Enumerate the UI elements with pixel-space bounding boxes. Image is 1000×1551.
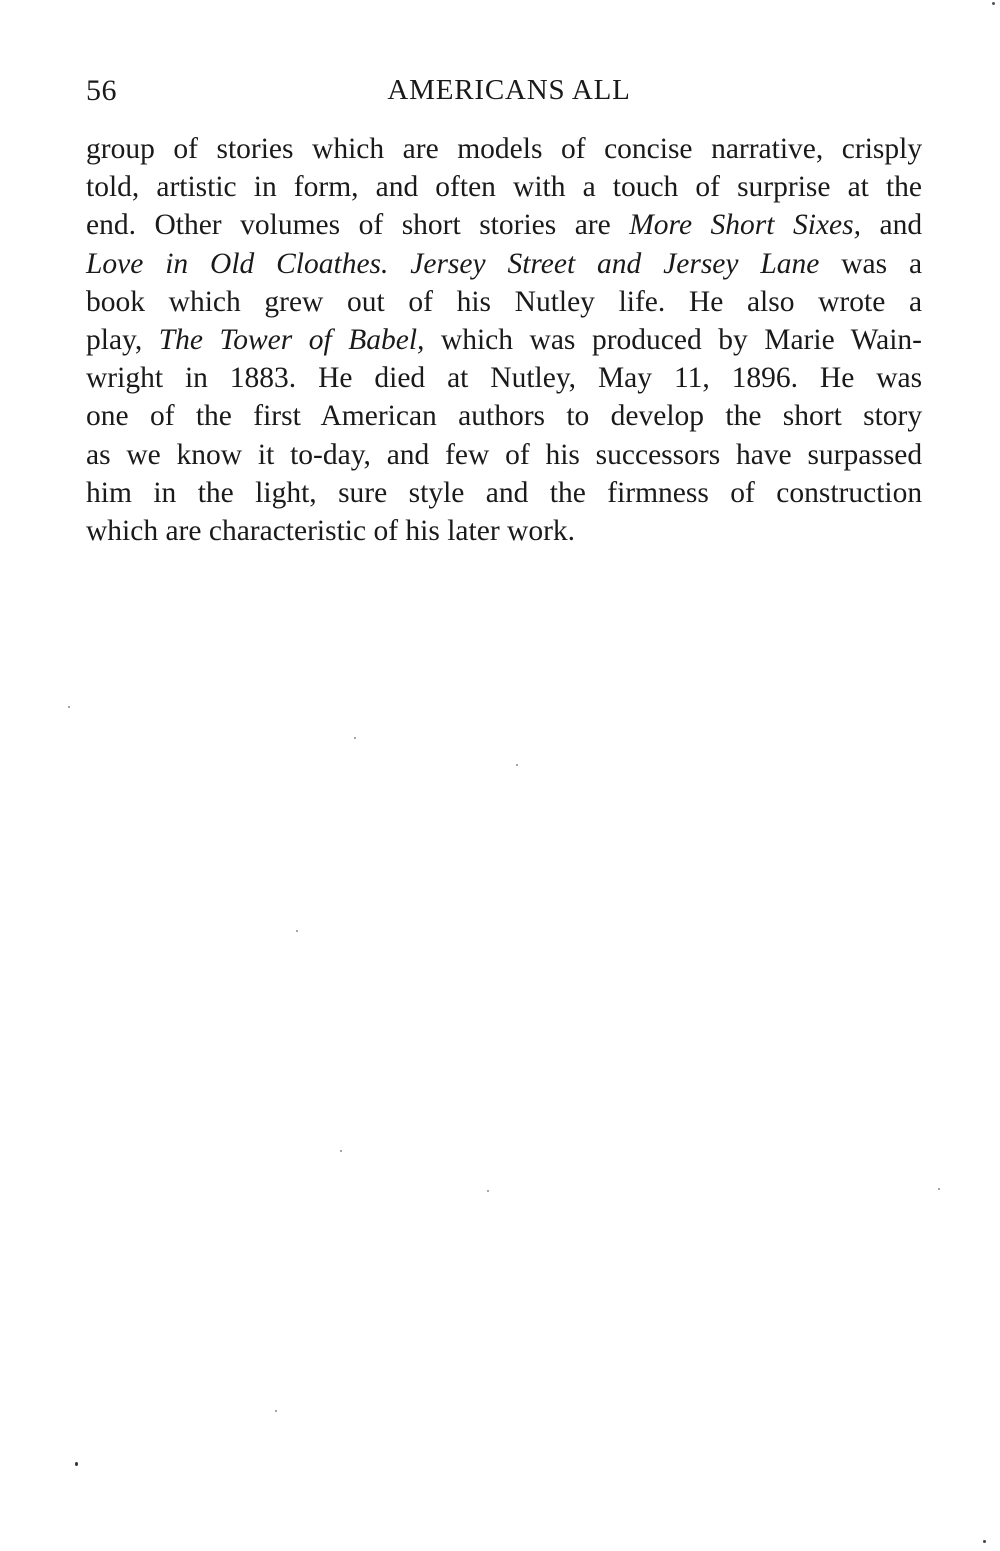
word: a: [908, 247, 923, 280]
body-paragraph: [86, 130, 922, 550]
scan-speck: [983, 1540, 986, 1543]
scan-speck: [992, 2, 995, 5]
word: and: [375, 171, 419, 204]
word: concise: [604, 133, 693, 165]
scan-speck: [487, 1190, 489, 1192]
word: was: [876, 362, 923, 395]
word: Other: [154, 209, 222, 242]
word: wright: [86, 362, 164, 395]
word: which: [168, 285, 241, 318]
word: successors: [595, 438, 721, 471]
word: we: [126, 438, 161, 471]
word: touch: [612, 171, 679, 204]
word: group: [86, 133, 155, 165]
word: one: [86, 400, 129, 433]
italic-title-word: Old: [210, 247, 255, 280]
word: artistic: [156, 171, 237, 204]
word: in: [184, 362, 208, 395]
running-title: AMERICANS ALL: [387, 74, 631, 106]
italic-title-word: of: [308, 324, 332, 357]
word: with: [513, 171, 566, 204]
word: died: [374, 362, 426, 395]
word: told,: [86, 171, 140, 204]
text-line: [86, 130, 922, 168]
word: stories: [216, 133, 294, 165]
text-line: [86, 168, 922, 206]
word: and: [879, 209, 923, 242]
word: short: [401, 209, 461, 242]
word: wrote: [818, 285, 886, 318]
italic-title-word: Sixes,: [792, 209, 861, 242]
word: to-day,: [290, 438, 371, 471]
word: surpassed: [807, 438, 923, 471]
word: of: [358, 209, 384, 242]
scan-speck: [68, 706, 70, 708]
word: often: [435, 171, 496, 204]
word: out: [347, 285, 385, 318]
word: of: [173, 133, 198, 165]
word: are: [574, 209, 611, 242]
word: grew: [264, 285, 324, 318]
italic-title-word: Cloathes.: [276, 247, 389, 280]
italic-title-word: Babel,: [348, 324, 425, 357]
word: play,: [86, 324, 143, 357]
italic-title-word: More: [629, 209, 693, 242]
word: of: [730, 476, 755, 509]
italic-title-word: Jersey: [410, 247, 486, 280]
word: produced: [591, 324, 702, 357]
word: He: [819, 362, 855, 395]
text-line: [86, 245, 922, 283]
word: of: [505, 438, 530, 471]
word: which: [312, 133, 385, 165]
word: know: [176, 438, 243, 471]
word: volumes: [240, 209, 341, 242]
italic-title-word: Love: [86, 247, 144, 280]
word: of: [373, 515, 399, 548]
scan-speck: [516, 764, 518, 766]
word: book: [86, 285, 145, 318]
word: narrative,: [711, 133, 824, 165]
word: form,: [293, 171, 359, 204]
text-line: [86, 206, 922, 244]
word: was: [529, 324, 576, 357]
word: the: [725, 400, 762, 433]
italic-title-word: The: [158, 324, 204, 357]
word: 1883.: [229, 362, 297, 395]
word: it: [257, 438, 275, 471]
text-line: [86, 359, 922, 397]
italic-title-word: Jersey: [663, 247, 739, 280]
italic-title-word: Lane: [760, 247, 820, 280]
word: story: [863, 400, 923, 433]
word: of: [408, 285, 433, 318]
word: which: [86, 515, 159, 548]
word: him: [86, 476, 132, 509]
word: 1896.: [731, 362, 798, 395]
word: end.: [86, 209, 136, 242]
word: have: [735, 438, 792, 471]
running-head: [86, 72, 922, 116]
word: light,: [255, 476, 317, 509]
italic-title-word: in: [165, 247, 189, 280]
word: at: [847, 171, 869, 204]
word: May: [597, 362, 653, 395]
page-number: 56: [86, 74, 117, 107]
word: first: [253, 400, 301, 433]
word: later: [447, 515, 500, 548]
text-line: [86, 321, 922, 359]
word: He: [688, 285, 724, 318]
word: of: [560, 133, 586, 165]
scan-speck: [296, 930, 298, 932]
word: sure: [338, 476, 388, 509]
word: his: [545, 438, 580, 471]
text-line: [86, 397, 922, 435]
word: stories: [479, 209, 557, 242]
word: his: [456, 285, 491, 318]
word: construction: [776, 476, 923, 509]
word: the: [885, 171, 922, 204]
word: the: [195, 400, 232, 433]
scan-speck: [938, 1188, 940, 1190]
scan-speck: [354, 737, 356, 739]
word: his: [405, 515, 440, 548]
italic-title-word: Short: [710, 209, 775, 242]
word: by: [718, 324, 748, 357]
word: a: [908, 285, 923, 318]
word: of: [695, 171, 720, 204]
scan-speck: [75, 1462, 78, 1466]
word: the: [549, 476, 586, 509]
word: develop: [610, 400, 705, 433]
word: He: [318, 362, 353, 395]
text-line: [86, 283, 922, 321]
word: American: [320, 400, 437, 433]
word: work.: [507, 515, 576, 548]
word: to: [566, 400, 590, 433]
word: style: [408, 476, 465, 509]
word: short: [782, 400, 842, 433]
word: and: [485, 476, 529, 509]
word: models: [457, 133, 543, 165]
word: crisply: [841, 133, 923, 165]
word: was: [841, 247, 888, 280]
word: are: [165, 515, 202, 548]
word: Nutley: [514, 285, 595, 318]
word: characteristic: [208, 515, 367, 548]
scan-speck: [340, 1150, 342, 1152]
word: surprise: [737, 171, 831, 204]
word: Wain-: [850, 324, 923, 357]
word: of: [149, 400, 175, 433]
word: also: [746, 285, 795, 318]
word: as: [86, 438, 111, 471]
word: in: [253, 171, 277, 204]
word: which: [440, 324, 514, 357]
italic-title-word: and: [597, 247, 642, 280]
italic-title-word: Street: [507, 247, 576, 280]
italic-title-word: Tower: [219, 324, 293, 357]
word: 11,: [673, 362, 710, 395]
word: authors: [458, 400, 545, 433]
word: firmness: [607, 476, 709, 509]
word: a: [582, 171, 596, 204]
word: few: [445, 438, 490, 471]
word: life.: [618, 285, 666, 318]
word: are: [402, 133, 439, 165]
text-line: [86, 474, 922, 512]
word: Nutley,: [490, 362, 577, 395]
word: Marie: [764, 324, 835, 357]
text-line: [86, 512, 922, 550]
text-line: [86, 436, 922, 474]
word: and: [386, 438, 430, 471]
word: at: [447, 362, 469, 395]
word: the: [197, 476, 234, 509]
word: in: [153, 476, 177, 509]
scan-speck: [275, 1410, 277, 1412]
